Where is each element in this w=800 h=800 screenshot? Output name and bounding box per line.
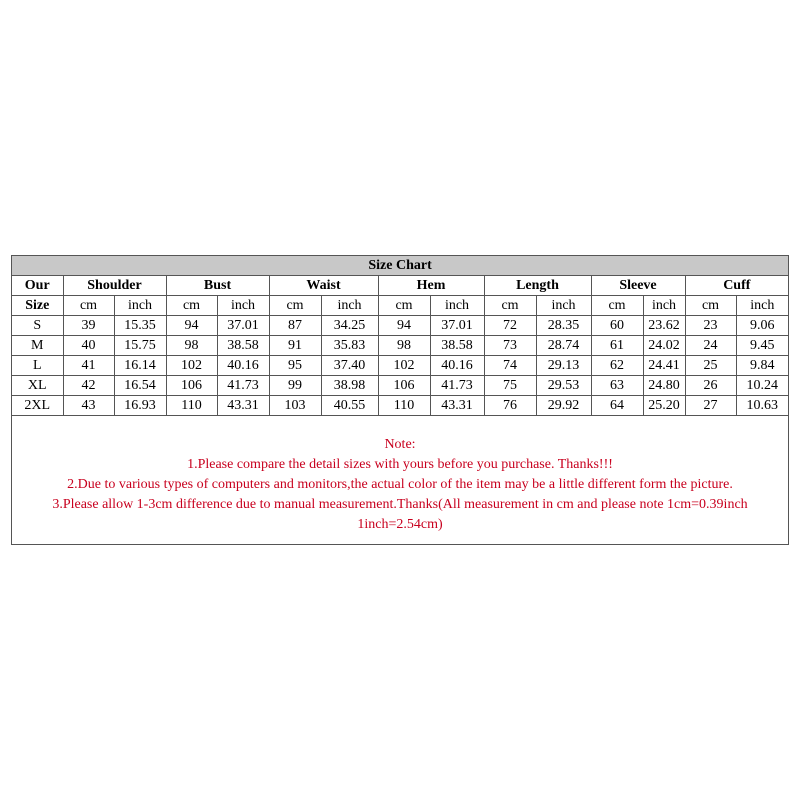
value-cell: 43.31 [217, 396, 269, 416]
value-cell: 103 [269, 396, 321, 416]
table-row [12, 316, 788, 336]
value-cell: 39 [63, 316, 114, 336]
value-cell: 10.63 [736, 396, 788, 416]
value-cell: 10.24 [736, 376, 788, 396]
value-cell: 87 [269, 316, 321, 336]
chart-title: Size Chart [12, 256, 788, 276]
table-row [12, 336, 788, 356]
value-cell: 28.35 [536, 316, 591, 336]
value-cell: 24 [685, 336, 736, 356]
value-cell: 61 [591, 336, 643, 356]
header-sleeve: Sleeve [591, 276, 685, 296]
title-row [12, 256, 788, 276]
value-cell: 75 [484, 376, 536, 396]
value-cell: 62 [591, 356, 643, 376]
value-cell: 40.16 [430, 356, 484, 376]
value-cell: 29.13 [536, 356, 591, 376]
unit-cm-waist: cm [269, 296, 321, 316]
size-chart [11, 255, 789, 545]
note-line-4: 1inch=2.54cm) [357, 517, 443, 532]
value-cell: 15.75 [114, 336, 166, 356]
value-cell: 29.53 [536, 376, 591, 396]
value-cell: 37.01 [430, 316, 484, 336]
value-cell: 98 [166, 336, 217, 356]
value-cell: 37.40 [321, 356, 378, 376]
value-cell: 24.02 [643, 336, 685, 356]
value-cell: 43.31 [430, 396, 484, 416]
unit-inch-cuff: inch [736, 296, 788, 316]
value-cell: 95 [269, 356, 321, 376]
value-cell: 25.20 [643, 396, 685, 416]
unit-cm-sleeve: cm [591, 296, 643, 316]
value-cell: 16.14 [114, 356, 166, 376]
value-cell: 38.58 [217, 336, 269, 356]
value-cell: 9.45 [736, 336, 788, 356]
value-cell: 74 [484, 356, 536, 376]
value-cell: 106 [166, 376, 217, 396]
table-row [12, 356, 788, 376]
size-cell: L [12, 356, 63, 376]
value-cell: 24.80 [643, 376, 685, 396]
unit-cm-shoulder: cm [63, 296, 114, 316]
value-cell: 37.01 [217, 316, 269, 336]
value-cell: 28.74 [536, 336, 591, 356]
value-cell: 64 [591, 396, 643, 416]
size-cell: S [12, 316, 63, 336]
unit-cm-length: cm [484, 296, 536, 316]
value-cell: 94 [166, 316, 217, 336]
value-cell: 73 [484, 336, 536, 356]
value-cell: 99 [269, 376, 321, 396]
value-cell: 40.16 [217, 356, 269, 376]
unit-inch-bust: inch [217, 296, 269, 316]
header-waist: Waist [269, 276, 378, 296]
value-cell: 15.35 [114, 316, 166, 336]
size-cell: M [12, 336, 63, 356]
value-cell: 25 [685, 356, 736, 376]
value-cell: 60 [591, 316, 643, 336]
value-cell: 43 [63, 396, 114, 416]
value-cell: 26 [685, 376, 736, 396]
size-cell: XL [12, 376, 63, 396]
unit-cm-cuff: cm [685, 296, 736, 316]
header-shoulder: Shoulder [63, 276, 166, 296]
value-cell: 9.06 [736, 316, 788, 336]
value-cell: 24.41 [643, 356, 685, 376]
value-cell: 38.98 [321, 376, 378, 396]
header-bust: Bust [166, 276, 269, 296]
table-row [12, 396, 788, 416]
value-cell: 23.62 [643, 316, 685, 336]
unit-header-row [12, 296, 788, 316]
note-heading: Note: [384, 437, 416, 452]
size-label: Size [12, 296, 63, 316]
note-line-2: 2.Due to various types of computers and monitors,the actual color of the item may be a little different form the picture. [67, 477, 733, 492]
value-cell: 72 [484, 316, 536, 336]
table-row [12, 376, 788, 396]
value-cell: 40 [63, 336, 114, 356]
header-cuff: Cuff [685, 276, 788, 296]
value-cell: 76 [484, 396, 536, 416]
value-cell: 41 [63, 356, 114, 376]
value-cell: 40.55 [321, 396, 378, 416]
unit-inch-shoulder: inch [114, 296, 166, 316]
header-length: Length [484, 276, 591, 296]
measure-header-row [12, 276, 788, 296]
value-cell: 110 [378, 396, 430, 416]
value-cell: 34.25 [321, 316, 378, 336]
unit-inch-waist: inch [321, 296, 378, 316]
value-cell: 27 [685, 396, 736, 416]
notes-block [12, 416, 788, 535]
value-cell: 41.73 [217, 376, 269, 396]
value-cell: 42 [63, 376, 114, 396]
our-label: Our [12, 276, 63, 296]
note-line-3: 3.Please allow 1-3cm difference due to manual measurement.Thanks(All measurement in cm and please note 1cm=0.39inch [52, 497, 748, 512]
note-line-1: 1.Please compare the detail sizes with yours before you purchase. Thanks!!! [187, 457, 613, 472]
value-cell: 102 [378, 356, 430, 376]
value-cell: 35.83 [321, 336, 378, 356]
value-cell: 9.84 [736, 356, 788, 376]
value-cell: 41.73 [430, 376, 484, 396]
unit-inch-sleeve: inch [643, 296, 685, 316]
header-hem: Hem [378, 276, 484, 296]
value-cell: 63 [591, 376, 643, 396]
value-cell: 94 [378, 316, 430, 336]
unit-cm-hem: cm [378, 296, 430, 316]
unit-inch-hem: inch [430, 296, 484, 316]
unit-cm-bust: cm [166, 296, 217, 316]
unit-inch-length: inch [536, 296, 591, 316]
value-cell: 23 [685, 316, 736, 336]
value-cell: 98 [378, 336, 430, 356]
value-cell: 110 [166, 396, 217, 416]
size-table [12, 256, 788, 416]
value-cell: 16.93 [114, 396, 166, 416]
value-cell: 91 [269, 336, 321, 356]
value-cell: 102 [166, 356, 217, 376]
value-cell: 29.92 [536, 396, 591, 416]
value-cell: 106 [378, 376, 430, 396]
size-cell: 2XL [12, 396, 63, 416]
value-cell: 16.54 [114, 376, 166, 396]
value-cell: 38.58 [430, 336, 484, 356]
